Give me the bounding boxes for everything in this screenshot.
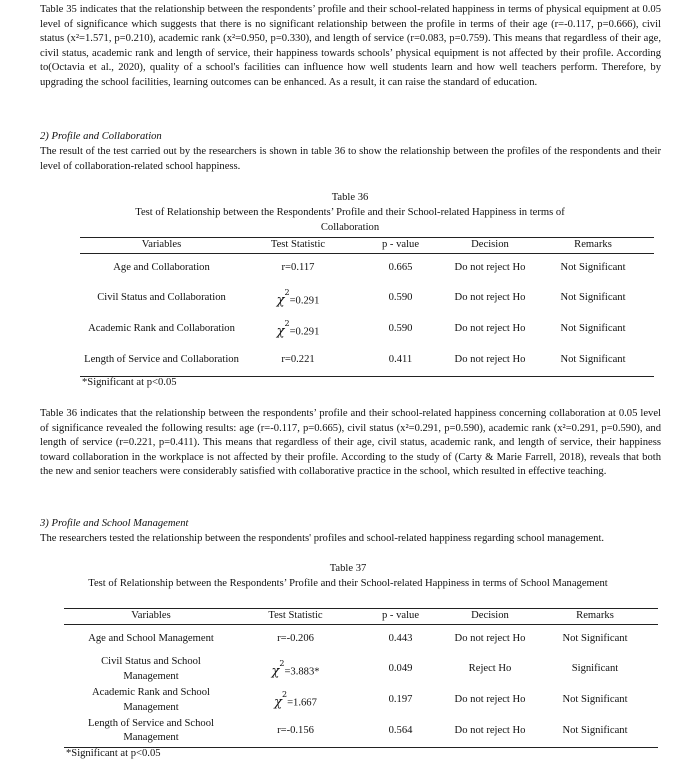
table37-header-variables: Variables — [64, 609, 238, 625]
test-statistic-cell — [243, 314, 353, 345]
section-heading-school-management: 3) Profile and School Management — [40, 518, 189, 529]
decision-cell: Do not reject Ho — [454, 633, 526, 645]
variable-cell: Academic Rank and Collaboration — [88, 323, 235, 335]
paragraph-table36-discussion: Table 36 indicates that the relationship between the respondents’ profile and their school-related happiness concerning collaboration at 0.05 level of significance revealed the following results: age (r=-0.117, p=0.665), civil status (x²=0.291, p=0.590), academic rank (x²=0.291, p=0.590), and length of service (r=0.221, p=0.411). This means that regardless of their age, civil status, academic rank, and length of service, their happiness toward collaboration in the workplace is not affected by their profile. According to the study of (Carty & Marie Farrell, 2018), reveals that both the new and senior teachers were considerably satisfied with collaborative practice in the school, which resulted in effective teaching. — [40, 408, 661, 478]
paragraph-table35-discussion: Table 35 indicates that the relationship between the respondents’ profile and their school-related happiness in terms of physical equipment at 0.05 level of significance which suggests that there is no significant relationship between the profile in terms of their age (r=-0.117, p=0.666), civil status (x²=1.571, p=0.210), academic rank (x²=0.950, p=0.330), and length of service (r=0.083, p=0.759). This means that regardless of their age, civil status, academic rank and length of service, their happiness towards schools’ physical equipment is not affected by their profile. According to(Octavia et al., 2020), quality of a school's facilities can influence how well students learn and how well teachers perform. Therefore, by upgrading the school facilities, learning outcomes can be enhanced. As a result, it can raise the standard of education. — [40, 4, 661, 88]
remarks-cell: Not Significant — [532, 716, 658, 747]
p-value-cell: 0.665 — [388, 262, 413, 274]
table36-header-decision: Decision — [448, 238, 532, 254]
p-value-cell: 0.049 — [388, 663, 413, 675]
decision-cell: Do not reject Ho — [454, 323, 526, 335]
p-value-cell: 0.590 — [388, 292, 413, 304]
p-value-cell: 0.443 — [388, 633, 413, 645]
table37-note: *Significant at p<0.05 — [66, 748, 161, 759]
table-row — [80, 283, 654, 314]
paragraph-collaboration-intro: The result of the test carried out by the researchers is shown in table 36 to show the relationship between the profiles of the respondents and their level of collaboration-related school happiness. — [40, 146, 661, 172]
decision-cell: Do not reject Ho — [448, 716, 532, 747]
variable-cell: Civil Status and Collaboration — [97, 292, 226, 304]
remarks-cell: Significant — [571, 663, 619, 675]
statistic-value: r=0.117 — [281, 262, 315, 274]
variable-cell: Age and School Management — [88, 633, 214, 645]
table37-label: Table 37 — [329, 563, 367, 574]
statistic-value: =0.291 — [289, 294, 320, 306]
remarks-cell: Not Significant — [560, 292, 626, 304]
table-row — [64, 624, 658, 654]
decision-cell: Do not reject Ho — [448, 345, 532, 376]
chi-square-symbol: $\chi^2$ — [271, 658, 285, 679]
table36-title: Test of Relationship between the Respondents’ Profile and their School-related Happiness in terms of Collaboration — [135, 207, 565, 233]
statistic-value: =3.883* — [284, 665, 320, 677]
variable-cell: Length of Service and Collaboration — [80, 345, 243, 376]
chi-square-symbol: $\chi^2$ — [276, 287, 290, 308]
statistic-value: r=-0.206 — [277, 633, 314, 645]
statistic-value: =1.667 — [287, 696, 317, 708]
table37-header-decision: Decision — [448, 609, 532, 625]
table36 — [80, 237, 654, 377]
table37-header-row — [64, 609, 658, 625]
test-statistic-cell — [238, 654, 353, 685]
test-statistic-cell — [238, 624, 353, 654]
table36-header-test-statistic: Test Statistic — [243, 238, 353, 254]
chi-square-symbol: $\chi^2$ — [276, 318, 290, 339]
paragraph-school-management-intro: The researchers tested the relationship between the respondents' profiles and school-related happiness regarding school management. — [40, 533, 605, 544]
table36-header-row — [80, 238, 654, 254]
table37 — [64, 608, 658, 748]
remarks-cell: Not Significant — [562, 633, 628, 645]
decision-cell: Do not reject Ho — [454, 694, 526, 706]
test-statistic-cell — [243, 253, 353, 283]
section-heading-collaboration: 2) Profile and Collaboration — [40, 131, 162, 142]
statistic-value: r=-0.156 — [277, 725, 314, 737]
test-statistic-cell — [238, 685, 353, 716]
p-value-cell: 0.411 — [353, 345, 448, 376]
p-value-cell: 0.590 — [388, 323, 413, 335]
variable-cell: Academic Rank and School Management — [92, 687, 210, 713]
table36-note: *Significant at p<0.05 — [82, 377, 177, 388]
table37-title: Test of Relationship between the Respondents’ Profile and their School-related Happiness in terms of School Management — [88, 578, 608, 589]
table37-header-p-value: p - value — [353, 609, 448, 625]
table-row — [64, 685, 658, 716]
table36-label: Table 36 — [331, 192, 369, 203]
decision-cell: Do not reject Ho — [454, 262, 526, 274]
chi-square-symbol: $\chi^2$ — [274, 689, 288, 710]
decision-cell: Reject Ho — [468, 663, 512, 675]
table-row — [64, 716, 658, 747]
test-statistic-cell — [238, 716, 353, 747]
table37-header-test-statistic: Test Statistic — [238, 609, 353, 625]
table-row — [80, 345, 654, 376]
remarks-cell: Not Significant — [560, 262, 626, 274]
statistic-value: r=0.221 — [281, 354, 315, 366]
test-statistic-cell — [243, 345, 353, 376]
variable-cell: Length of Service and School Management — [64, 716, 238, 747]
table36-header-variables: Variables — [80, 238, 243, 254]
variable-cell: Age and Collaboration — [113, 262, 210, 274]
remarks-cell: Not Significant — [532, 345, 654, 376]
table-row — [64, 654, 658, 685]
table-row — [80, 253, 654, 283]
table36-header-remarks: Remarks — [532, 238, 654, 254]
variable-cell: Civil Status and School Management — [101, 656, 201, 682]
table37-header-remarks: Remarks — [532, 609, 658, 625]
statistic-value: =0.291 — [289, 325, 320, 337]
p-value-cell: 0.197 — [388, 694, 413, 706]
p-value-cell: 0.564 — [353, 716, 448, 747]
remarks-cell: Not Significant — [562, 694, 628, 706]
decision-cell: Do not reject Ho — [454, 292, 526, 304]
table36-header-p-value: p - value — [353, 238, 448, 254]
test-statistic-cell — [243, 283, 353, 314]
remarks-cell: Not Significant — [560, 323, 626, 335]
table-row — [80, 314, 654, 345]
